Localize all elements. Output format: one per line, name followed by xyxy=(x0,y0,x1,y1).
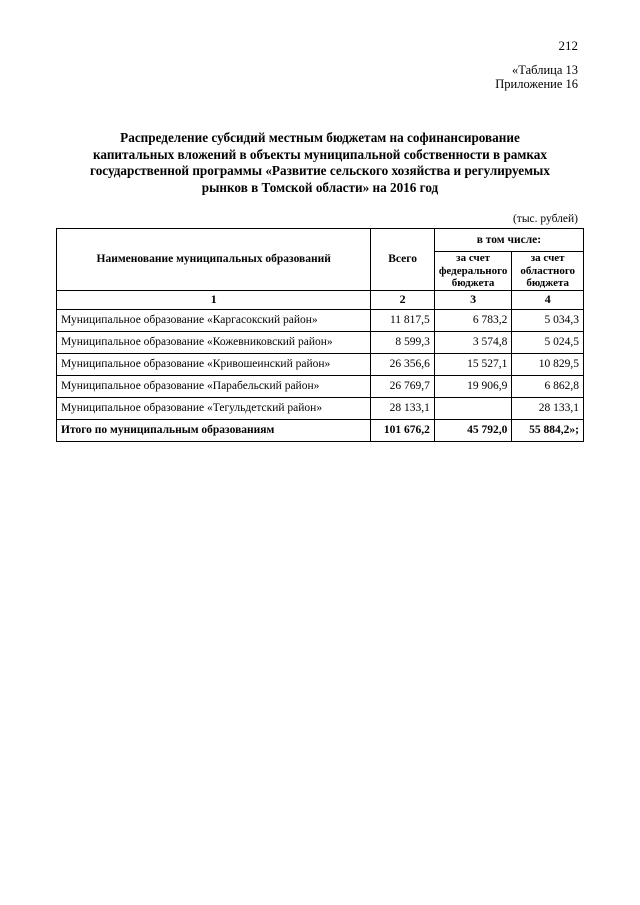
regional-cell: 5 034,3 xyxy=(512,309,584,331)
title-line: Распределение субсидий местным бюджетам на софинансирование xyxy=(120,130,520,145)
subsidy-table xyxy=(56,228,584,442)
federal-cell: 15 527,1 xyxy=(434,353,512,375)
total-row-label: Итого по муниципальным образованиям xyxy=(57,419,371,441)
title-line: рынков в Томской области» на 2016 год xyxy=(201,179,439,195)
column-number: 3 xyxy=(434,290,512,309)
regional-cell: 5 024,5 xyxy=(512,331,584,353)
header-total: Всего xyxy=(371,229,434,291)
total-cell: 11 817,5 xyxy=(371,309,434,331)
document-title xyxy=(60,130,580,196)
column-number: 1 xyxy=(57,290,371,309)
total-row-federal: 45 792,0 xyxy=(434,419,512,441)
federal-cell: 3 574,8 xyxy=(434,331,512,353)
regional-cell: 6 862,8 xyxy=(512,375,584,397)
total-row xyxy=(57,419,584,441)
table-row xyxy=(57,375,584,397)
federal-cell xyxy=(434,397,512,419)
table-reference xyxy=(495,63,578,91)
total-cell: 8 599,3 xyxy=(371,331,434,353)
header-regional: за счет областного бюджета xyxy=(512,252,584,291)
table-row xyxy=(57,397,584,419)
federal-cell: 19 906,9 xyxy=(434,375,512,397)
total-cell: 26 769,7 xyxy=(371,375,434,397)
column-number: 4 xyxy=(512,290,584,309)
table-row xyxy=(57,309,584,331)
municipality-name: Муниципальное образование «Каргасокский район» xyxy=(57,309,371,331)
regional-cell: 28 133,1 xyxy=(512,397,584,419)
total-row-regional: 55 884,2»; xyxy=(512,419,584,441)
table-row xyxy=(57,353,584,375)
appendix-reference-line: Приложение 16 xyxy=(495,77,578,91)
header-including: в том числе: xyxy=(434,229,583,252)
regional-cell: 10 829,5 xyxy=(512,353,584,375)
header-name: Наименование муниципальных образований xyxy=(57,229,371,291)
municipality-name: Муниципальное образование «Парабельский район» xyxy=(57,375,371,397)
municipality-name: Муниципальное образование «Кожевниковский район» xyxy=(57,331,371,353)
municipality-name: Муниципальное образование «Тегульдетский район» xyxy=(57,397,371,419)
header-federal: за счет федерального бюджета xyxy=(434,252,512,291)
federal-cell: 6 783,2 xyxy=(434,309,512,331)
municipality-name: Муниципальное образование «Кривошеинский район» xyxy=(57,353,371,375)
total-cell: 28 133,1 xyxy=(371,397,434,419)
total-row-total: 101 676,2 xyxy=(371,419,434,441)
total-cell: 26 356,6 xyxy=(371,353,434,375)
table-row xyxy=(57,331,584,353)
table-reference-line: «Таблица 13 xyxy=(512,63,578,77)
column-number: 2 xyxy=(371,290,434,309)
title-line: государственной программы «Развитие сельского хозяйства и регулируемых xyxy=(90,163,550,178)
page-number: 212 xyxy=(558,38,578,53)
title-line: капитальных вложений в объекты муниципальной собственности в рамках xyxy=(93,146,547,162)
units-label: (тыс. рублей) xyxy=(512,213,578,225)
